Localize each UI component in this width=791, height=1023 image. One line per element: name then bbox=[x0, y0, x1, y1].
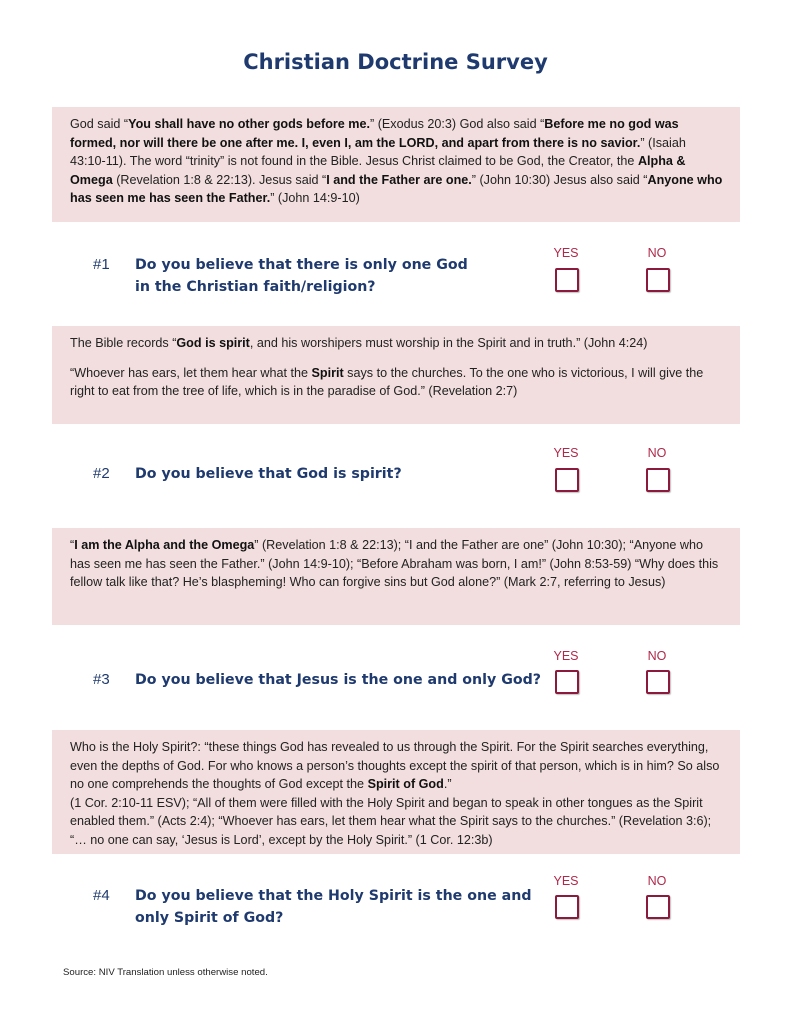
yes-checkbox-2[interactable] bbox=[555, 468, 579, 492]
bold-text: Alpha & Omega bbox=[70, 154, 686, 187]
scripture-box-2 bbox=[52, 326, 740, 424]
question-1-line-2: in the Christian faith/religion? bbox=[135, 279, 376, 295]
yes-label-1: YES bbox=[553, 246, 579, 260]
bold-text: Spirit of God bbox=[367, 777, 444, 792]
question-4-line-1: Do you believe that the Holy Spirit is the one and bbox=[135, 888, 532, 904]
text-run: The Bible records “ bbox=[70, 336, 177, 350]
paragraph bbox=[70, 364, 724, 401]
question-text-3 bbox=[135, 669, 545, 691]
text-run: “Whoever has ears, let them hear what the bbox=[70, 365, 312, 380]
question-3-line-1: Do you believe that Jesus is the one and only God? bbox=[135, 672, 541, 688]
no-checkbox-3[interactable] bbox=[646, 670, 670, 694]
no-label-2: NO bbox=[647, 446, 667, 460]
text-run: God said “ bbox=[70, 117, 129, 131]
question-number-4: #4 bbox=[93, 887, 110, 904]
no-label-1: NO bbox=[647, 246, 667, 260]
bold-text: God is spirit bbox=[176, 336, 250, 350]
text-run: (Revelation 1:8 & 22:13). Jesus said “ bbox=[112, 172, 327, 187]
paragraph bbox=[70, 115, 724, 208]
text-run: says to the churches. To the one who is victorious, I will give the right to eat from the tree of life, which is in the paradise of God.” (Revelation 2:7) bbox=[70, 365, 704, 399]
text-run: Who is the Holy Spirit?: “these things God has revealed to us through the Spirit. For the Spirit searches everything, even the depths of God. For who knows a person’s thoughts except the spirit of that person, which is in him? So also no one comprehends the thoughts of God except the bbox=[70, 740, 720, 792]
text-run: ” (Exodus 20:3) God also said “ bbox=[370, 117, 545, 131]
text-run: .” bbox=[443, 777, 452, 792]
question-text-1 bbox=[135, 254, 535, 298]
bold-text: Anyone who has seen me has seen the Father. bbox=[70, 172, 723, 206]
bold-text: I am the Alpha and the Omega bbox=[74, 538, 255, 552]
yes-checkbox-3[interactable] bbox=[555, 670, 579, 694]
no-label-3: NO bbox=[647, 649, 667, 663]
scripture-box-3 bbox=[52, 528, 740, 625]
yes-label-3: YES bbox=[553, 649, 579, 663]
paragraph bbox=[70, 334, 724, 353]
question-text-4 bbox=[135, 885, 545, 929]
question-text-2 bbox=[135, 463, 535, 485]
question-2-line-1: Do you believe that God is spirit? bbox=[135, 466, 402, 482]
question-4-line-2: only Spirit of God? bbox=[135, 910, 284, 926]
question-1-line-1: Do you believe that there is only one God bbox=[135, 257, 468, 273]
paragraph bbox=[70, 536, 724, 592]
scripture-box-1 bbox=[52, 107, 740, 222]
text-run: , and his worshipers must worship in the Spirit and in truth.” (John 4:24) bbox=[249, 336, 648, 350]
text-run: “ bbox=[70, 538, 75, 552]
paragraph bbox=[70, 738, 724, 850]
question-number-1: #1 bbox=[93, 256, 110, 273]
scripture-box-4 bbox=[52, 730, 740, 854]
question-number-3: #3 bbox=[93, 671, 110, 688]
no-checkbox-2[interactable] bbox=[646, 468, 670, 492]
text-run: ” (Revelation 1:8 & 22:13); “I and the Father are one” (John 10:30); “Anyone who has seen me has seen the Father.” (John 14:9-10); “Before Abraham was born, I am!” (John 8:53-59) “Why does this fellow talk like that? He’s blaspheming! Who can forgive sins but God alone?” (Mark 2:7, referring to Jesus) bbox=[70, 538, 719, 590]
text-run: ” (Isaiah 43:10-11). The word “trinity” is not found in the Bible. Jesus Christ claimed to be God, the Creator, the bbox=[70, 135, 686, 169]
yes-checkbox-4[interactable] bbox=[555, 895, 579, 919]
bold-text: I and the Father are one. bbox=[326, 172, 472, 187]
text-run: (1 Cor. 2:10-11 ESV); “All of them were filled with the Holy Spirit and began to speak in other tongues as the Spirit enabled them.” (Acts 2:4); “Whoever has ears, let them hear what the Spirit says to the churches.” (Revelation 3:6); “… no one can say, ‘Jesus is Lord’, except by the Holy Spirit.” (1 Cor. 12:3b) bbox=[70, 795, 712, 847]
bold-text: Spirit bbox=[311, 365, 344, 380]
page-title: Christian Doctrine Survey bbox=[243, 50, 548, 74]
source-note: Source: NIV Translation unless otherwise noted. bbox=[63, 967, 268, 978]
question-number-2: #2 bbox=[93, 465, 110, 482]
yes-label-2: YES bbox=[553, 446, 579, 460]
yes-checkbox-1[interactable] bbox=[555, 268, 579, 292]
bold-text: Before me no god was formed, nor will there be one after me. I, even I, am the LORD, and apart from there is no savior. bbox=[70, 117, 679, 150]
no-checkbox-1[interactable] bbox=[646, 268, 670, 292]
text-run: ” (John 10:30) Jesus also said “ bbox=[471, 172, 648, 187]
yes-label-4: YES bbox=[553, 874, 579, 888]
text-run: ” (John 14:9-10) bbox=[270, 191, 360, 206]
no-label-4: NO bbox=[647, 874, 667, 888]
bold-text: You shall have no other gods before me. bbox=[128, 117, 370, 131]
no-checkbox-4[interactable] bbox=[646, 895, 670, 919]
